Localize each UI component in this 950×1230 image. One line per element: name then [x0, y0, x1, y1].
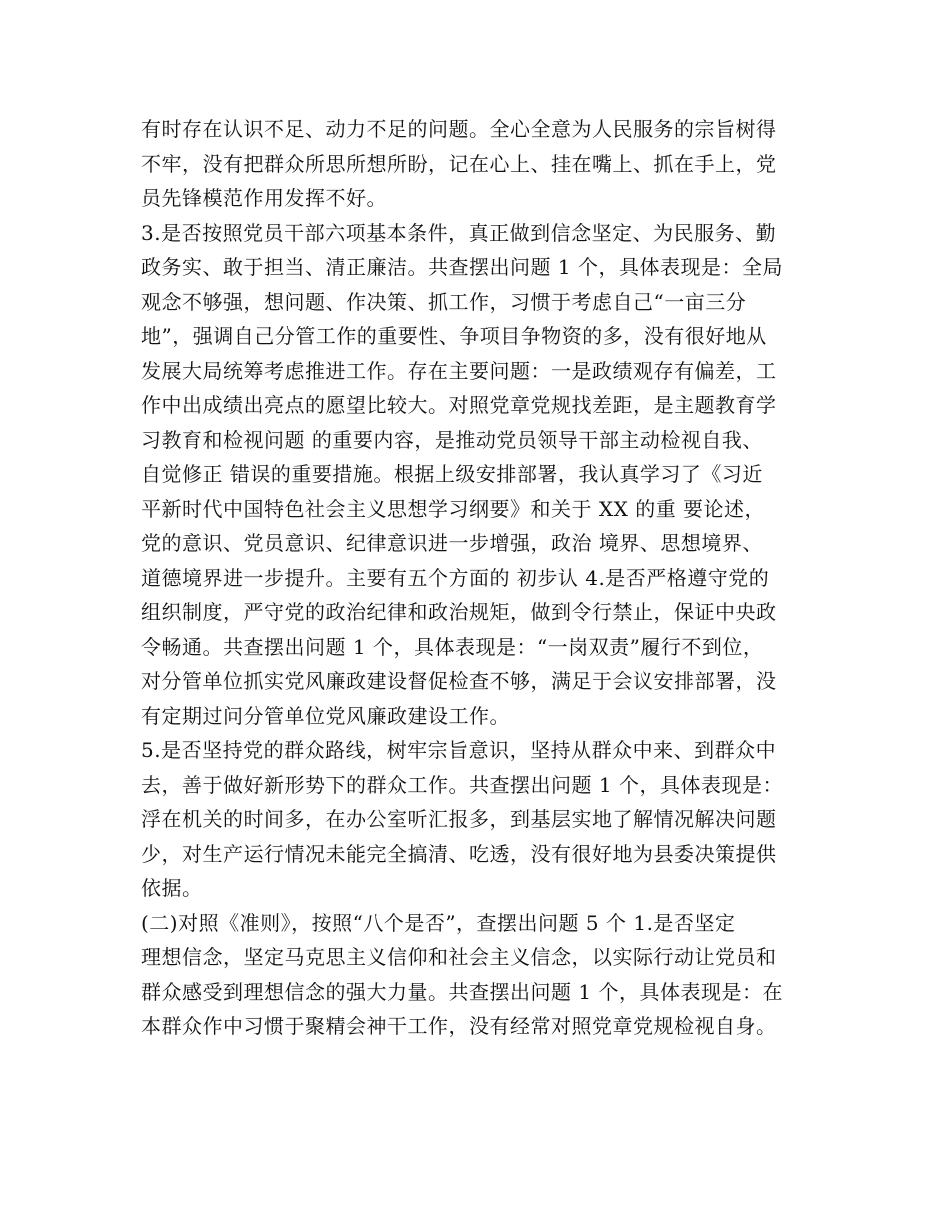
text-line: 不牢，没有把群众所思所想所盼，记在心上、挂在嘴上、抓在手上，党 [141, 151, 777, 176]
text-line: 对分管单位抓实党风廉政建设督促检查不够，满足于会议安排部署，没 [141, 669, 777, 693]
text-line: 自觉修正 错误的重要措施。根据上级安排部署，我认真学习了《习近 [141, 462, 763, 486]
text-line: 发展大局统筹考虑推进工作。存在主要问题：一是政绩观存有偏差，工 [141, 358, 777, 383]
text-line: 3.是否按照党员干部六项基本条件，真正做到信念坚定、为民服务、勤 [141, 220, 777, 245]
text-line: 群众感受到理想信念的强大力量。共查摆出问题 1 个，具体表现是：在 [141, 979, 783, 1004]
text-line: 有定期过问分管单位党风廉政建设工作。 [141, 703, 510, 728]
text-line: 作中出成绩出亮点的愿望比较大。对照党章党规找差距，是主题教育学 [141, 393, 777, 417]
text-line: 本群众作中习惯于聚精会神干工作，没有经常对照党章党规检视自身。 [141, 1014, 777, 1038]
text-line: 去，善于做好新形势下的群众工作。共查摆出问题 1 个，具体表现是： [141, 772, 783, 797]
text-line: 少，对生产运行情况未能完全搞清、吃透，没有很好地为县委决策提供 [141, 841, 777, 866]
text-line: 员先锋模范作用发挥不好。 [141, 186, 387, 210]
text-line: 观念不够强，想问题、作决策、抓工作，习惯于考虑自己“一亩三分 [141, 289, 747, 314]
text-line: 5.是否坚持党的群众路线，树牢宗旨意识，坚持从群众中来、到群众中 [141, 738, 777, 762]
text-line: 令畅通。共查摆出问题 1 个，具体表现是：“一岗双责”履行不到位， [141, 634, 764, 659]
text-line: 习教育和检视问题 的重要内容，是推动党员领导干部主动检视自我、 [141, 427, 763, 452]
text-line: 政务实、敢于担当、清正廉洁。共查摆出问题 1 个，具体表现是：全局 [141, 255, 783, 279]
text-line: 组织制度，严守党的政治纪律和政治规矩，做到令行禁止，保证中央政 [141, 600, 777, 624]
text-line: 有时存在认识不足、动力不足的问题。全心全意为人民服务的宗旨树得 [141, 117, 777, 141]
text-line: 浮在机关的时间多，在办公室听汇报多，到基层实地了解情况解决问题 [141, 807, 777, 831]
text-line: 依据。 [141, 876, 203, 900]
text-line: (二)对照《准则》，按照“八个是否”，查摆出问题 5 个 1.是否坚定 [141, 910, 736, 935]
text-line: 党的意识、党员意识、纪律意识进一步增强，政治 境界、思想境界、 [141, 531, 763, 555]
document-body [141, 112, 821, 1044]
text-line: 地”，强调自己分管工作的重要性、争项目争物资的多，没有很好地从 [141, 324, 767, 348]
text-line: 理想信念，坚定马克思主义信仰和社会主义信念，以实际行动让党员和 [141, 945, 777, 969]
text-line: 道德境界进一步提升。主要有五个方面的 初步认 4.是否严格遵守党的 [141, 565, 770, 590]
text-line: 平新时代中国特色社会主义思想学习纲要》和关于 XX 的重 要论述， [141, 496, 766, 521]
